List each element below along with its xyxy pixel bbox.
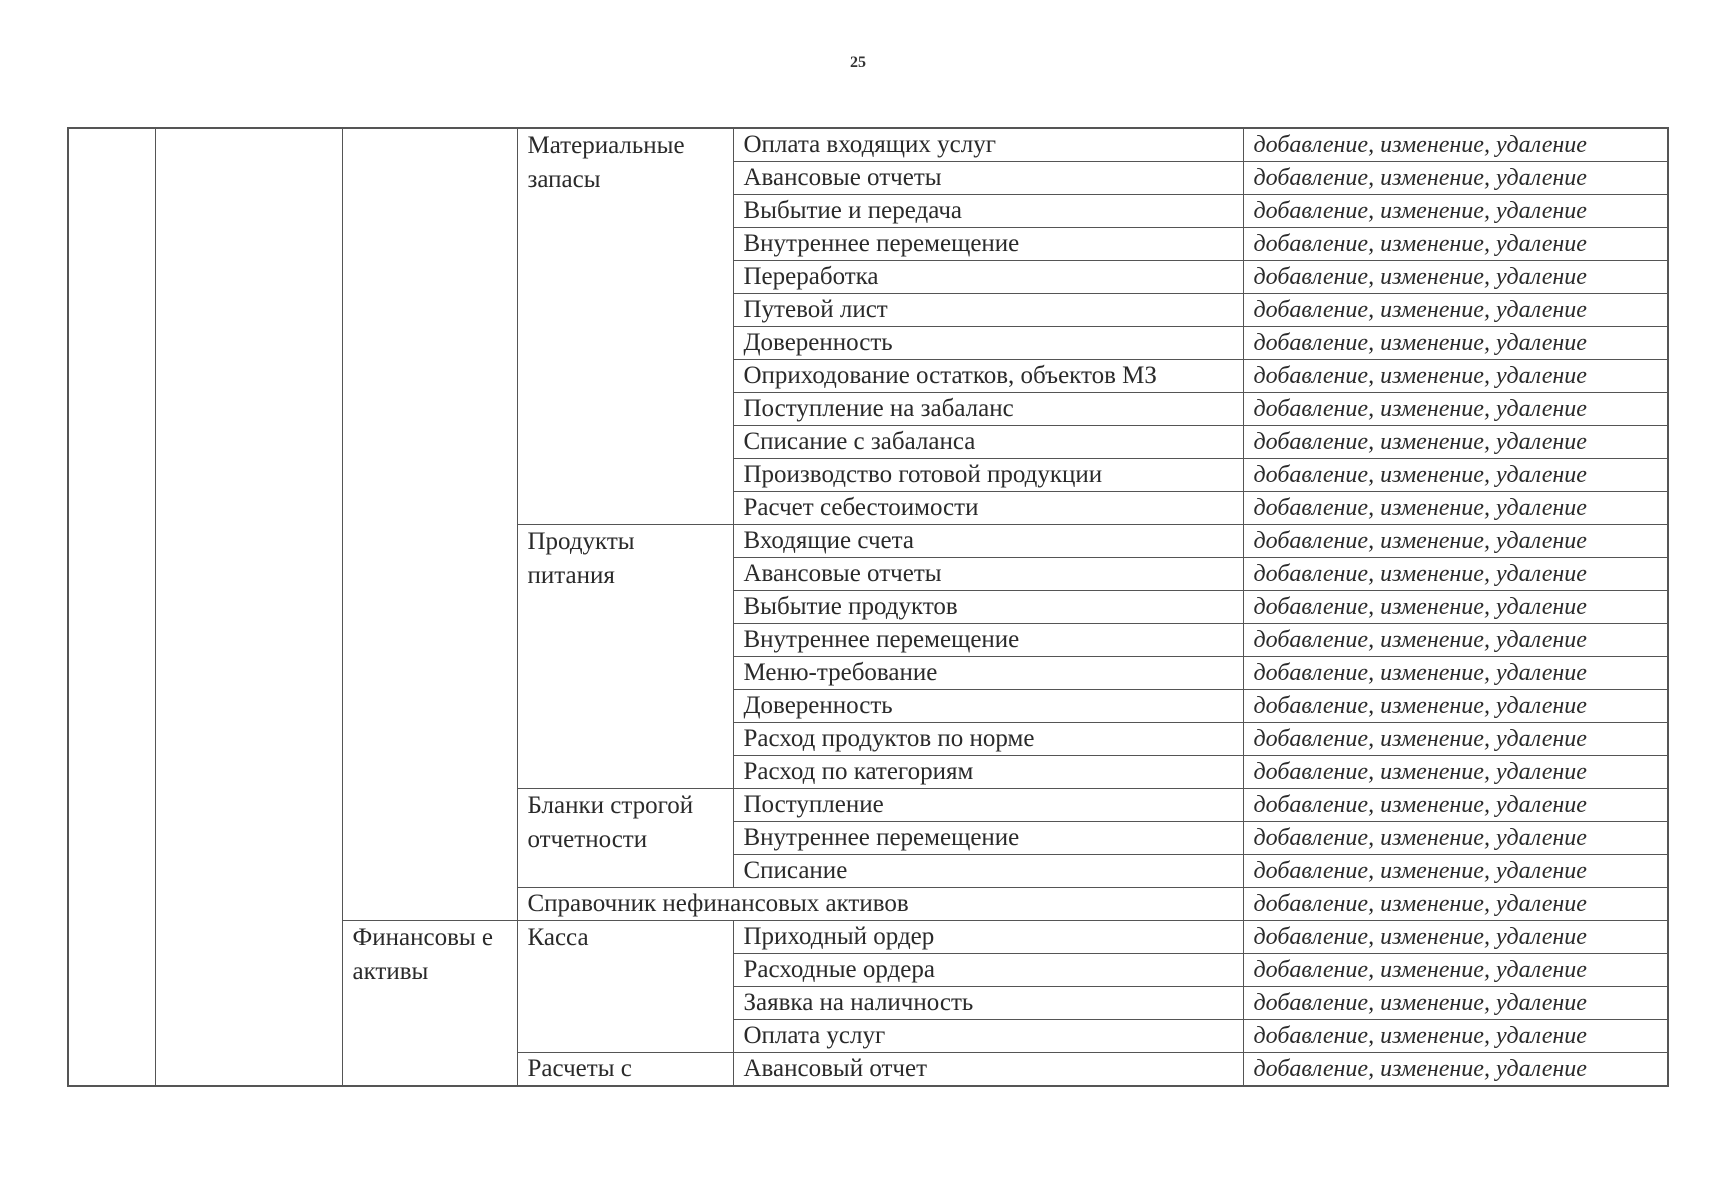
item-action: добавление, изменение, удаление	[1243, 690, 1668, 723]
item-action: добавление, изменение, удаление	[1243, 360, 1668, 393]
item-action: добавление, изменение, удаление	[1243, 954, 1668, 987]
subsection-food: Продукты питания	[517, 525, 733, 789]
item-action: добавление, изменение, удаление	[1243, 228, 1668, 261]
item-name: Внутреннее перемещение	[733, 228, 1243, 261]
permissions-table	[67, 127, 1669, 1087]
item-name: Внутреннее перемещение	[733, 624, 1243, 657]
item-action: добавление, изменение, удаление	[1243, 723, 1668, 756]
item-action: добавление, изменение, удаление	[1243, 987, 1668, 1020]
subsection-materials: Материальные запасы	[517, 128, 733, 525]
item-name: Авансовые отчеты	[733, 558, 1243, 591]
table-row	[68, 128, 1668, 162]
item-name: Поступление на забаланс	[733, 393, 1243, 426]
section-financial-assets: Финансовы е активы	[342, 921, 517, 1087]
empty-column-3	[342, 128, 517, 921]
item-action: добавление, изменение, удаление	[1243, 162, 1668, 195]
item-action: добавление, изменение, удаление	[1243, 855, 1668, 888]
item-action: добавление, изменение, удаление	[1243, 888, 1668, 921]
item-name: Поступление	[733, 789, 1243, 822]
item-name: Приходный ордер	[733, 921, 1243, 954]
item-name: Заявка на наличность	[733, 987, 1243, 1020]
item-name: Авансовый отчет	[733, 1053, 1243, 1087]
item-action: добавление, изменение, удаление	[1243, 294, 1668, 327]
item-action: добавление, изменение, удаление	[1243, 822, 1668, 855]
item-name: Выбытие и передача	[733, 195, 1243, 228]
item-action: добавление, изменение, удаление	[1243, 921, 1668, 954]
item-action: добавление, изменение, удаление	[1243, 756, 1668, 789]
item-name: Выбытие продуктов	[733, 591, 1243, 624]
item-name: Расчет себестоимости	[733, 492, 1243, 525]
item-name: Внутреннее перемещение	[733, 822, 1243, 855]
item-name: Входящие счета	[733, 525, 1243, 558]
reference-name: Справочник нефинансовых активов	[517, 888, 1243, 921]
item-name: Авансовые отчеты	[733, 162, 1243, 195]
item-name: Доверенность	[733, 327, 1243, 360]
item-name: Расход по категориям	[733, 756, 1243, 789]
empty-column-1	[68, 128, 155, 1086]
item-action: добавление, изменение, удаление	[1243, 393, 1668, 426]
item-name: Расход продуктов по норме	[733, 723, 1243, 756]
item-action: добавление, изменение, удаление	[1243, 789, 1668, 822]
item-name: Доверенность	[733, 690, 1243, 723]
item-action: добавление, изменение, удаление	[1243, 492, 1668, 525]
item-name: Оплата входящих услуг	[733, 128, 1243, 162]
page-number: 25	[850, 54, 866, 71]
item-name: Меню-требование	[733, 657, 1243, 690]
item-action: добавление, изменение, удаление	[1243, 1020, 1668, 1053]
item-action: добавление, изменение, удаление	[1243, 195, 1668, 228]
item-action: добавление, изменение, удаление	[1243, 624, 1668, 657]
item-name: Списание	[733, 855, 1243, 888]
item-action: добавление, изменение, удаление	[1243, 128, 1668, 162]
item-action: добавление, изменение, удаление	[1243, 426, 1668, 459]
item-name: Расходные ордера	[733, 954, 1243, 987]
item-name: Производство готовой продукции	[733, 459, 1243, 492]
item-action: добавление, изменение, удаление	[1243, 261, 1668, 294]
item-action: добавление, изменение, удаление	[1243, 1053, 1668, 1087]
subsection-settlements: Расчеты с	[517, 1053, 733, 1087]
item-action: добавление, изменение, удаление	[1243, 525, 1668, 558]
item-name: Оплата услуг	[733, 1020, 1243, 1053]
item-name: Списание с забаланса	[733, 426, 1243, 459]
item-name: Путевой лист	[733, 294, 1243, 327]
item-action: добавление, изменение, удаление	[1243, 591, 1668, 624]
item-name: Оприходование остатков, объектов МЗ	[733, 360, 1243, 393]
empty-column-2	[155, 128, 342, 1086]
subsection-strict-forms: Бланки строгой отчетности	[517, 789, 733, 888]
item-action: добавление, изменение, удаление	[1243, 657, 1668, 690]
item-action: добавление, изменение, удаление	[1243, 558, 1668, 591]
item-name: Переработка	[733, 261, 1243, 294]
item-action: добавление, изменение, удаление	[1243, 327, 1668, 360]
subsection-cash: Касса	[517, 921, 733, 1053]
item-action: добавление, изменение, удаление	[1243, 459, 1668, 492]
